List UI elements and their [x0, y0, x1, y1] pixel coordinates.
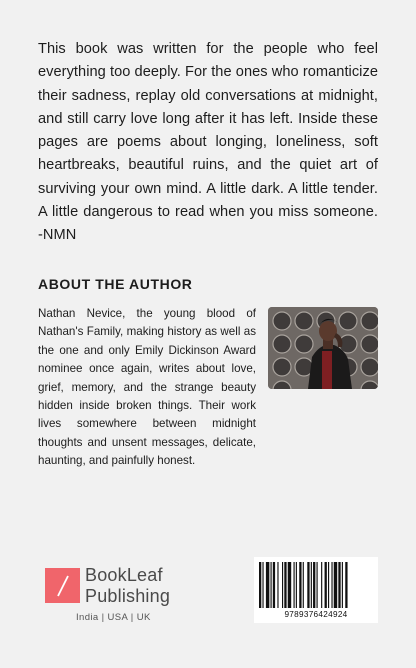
isbn-barcode [254, 557, 378, 623]
publisher-regions: India | USA | UK [76, 612, 151, 623]
isbn-number: 9789376424924 [284, 610, 348, 619]
author-photo [268, 307, 378, 389]
publisher-name-line1: BookLeaf [85, 565, 163, 585]
about-author-heading: ABOUT THE AUTHOR [38, 276, 193, 292]
publisher-name-line2: Publishing [85, 586, 171, 606]
bookleaf-logo-icon [45, 568, 80, 603]
barcode-bars [259, 562, 373, 608]
author-bio: Nathan Nevice, the young blood of Nathan's Family, making history as well as the one and only Emily Dickinson Award nominee once again, writes about love, grief, memory, and the strange beauty hidden inside broken things. Their work lives somewhere between midnight thoughts and unsent messages, delicate, haunting, and painfully honest. [38, 307, 256, 468]
book-blurb: This book was written for the people who feel everything too deeply. For the ones who romanticize their sadness, replay old conversations at midnight, and still carry love long after it has left. Inside these pages are poems about longing, loneliness, soft heartbreaks, beautiful ruins, and the quiet art of surviving your own mind. A little dark. A little tender. A little dangerous to read when you miss someone. -NMN [38, 41, 378, 244]
